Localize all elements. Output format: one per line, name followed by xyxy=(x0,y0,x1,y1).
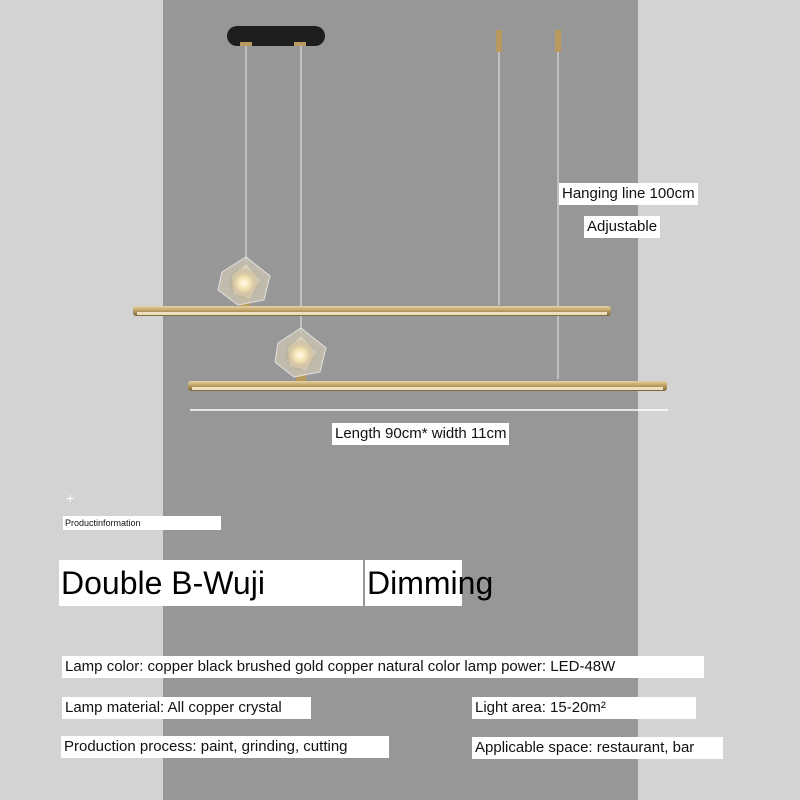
ceiling-hook-right xyxy=(555,30,561,52)
length-width-label: Length 90cm* width 11cm xyxy=(332,423,509,445)
canopy-mount-left xyxy=(240,42,252,46)
spec-lamp-material: Lamp material: All copper crystal xyxy=(62,697,311,719)
hanging-line-label: Hanging line 100cm xyxy=(559,183,698,205)
light-bar-lower xyxy=(188,381,667,391)
ceiling-hook-left xyxy=(496,30,502,52)
product-information-header: Productinformation xyxy=(63,516,221,530)
light-bar-upper xyxy=(133,306,611,316)
adjustable-label: Adjustable xyxy=(584,216,660,238)
crystal-pendant-2 xyxy=(275,328,326,384)
product-subtitle: Dimming xyxy=(365,560,462,606)
spec-production-process: Production process: paint, grinding, cutting xyxy=(61,736,389,758)
spec-applicable-space: Applicable space: restaurant, bar xyxy=(472,737,723,759)
crystal-pendant-1 xyxy=(218,257,270,308)
spec-light-area: Light area: 15-20m² xyxy=(472,697,696,719)
canopy-mount-right xyxy=(294,42,306,46)
product-title: Double B-Wuji xyxy=(59,560,363,606)
spec-lamp-color: Lamp color: copper black brushed gold copper natural color lamp power: LED-48W xyxy=(62,656,704,678)
plus-icon: + xyxy=(66,490,75,506)
